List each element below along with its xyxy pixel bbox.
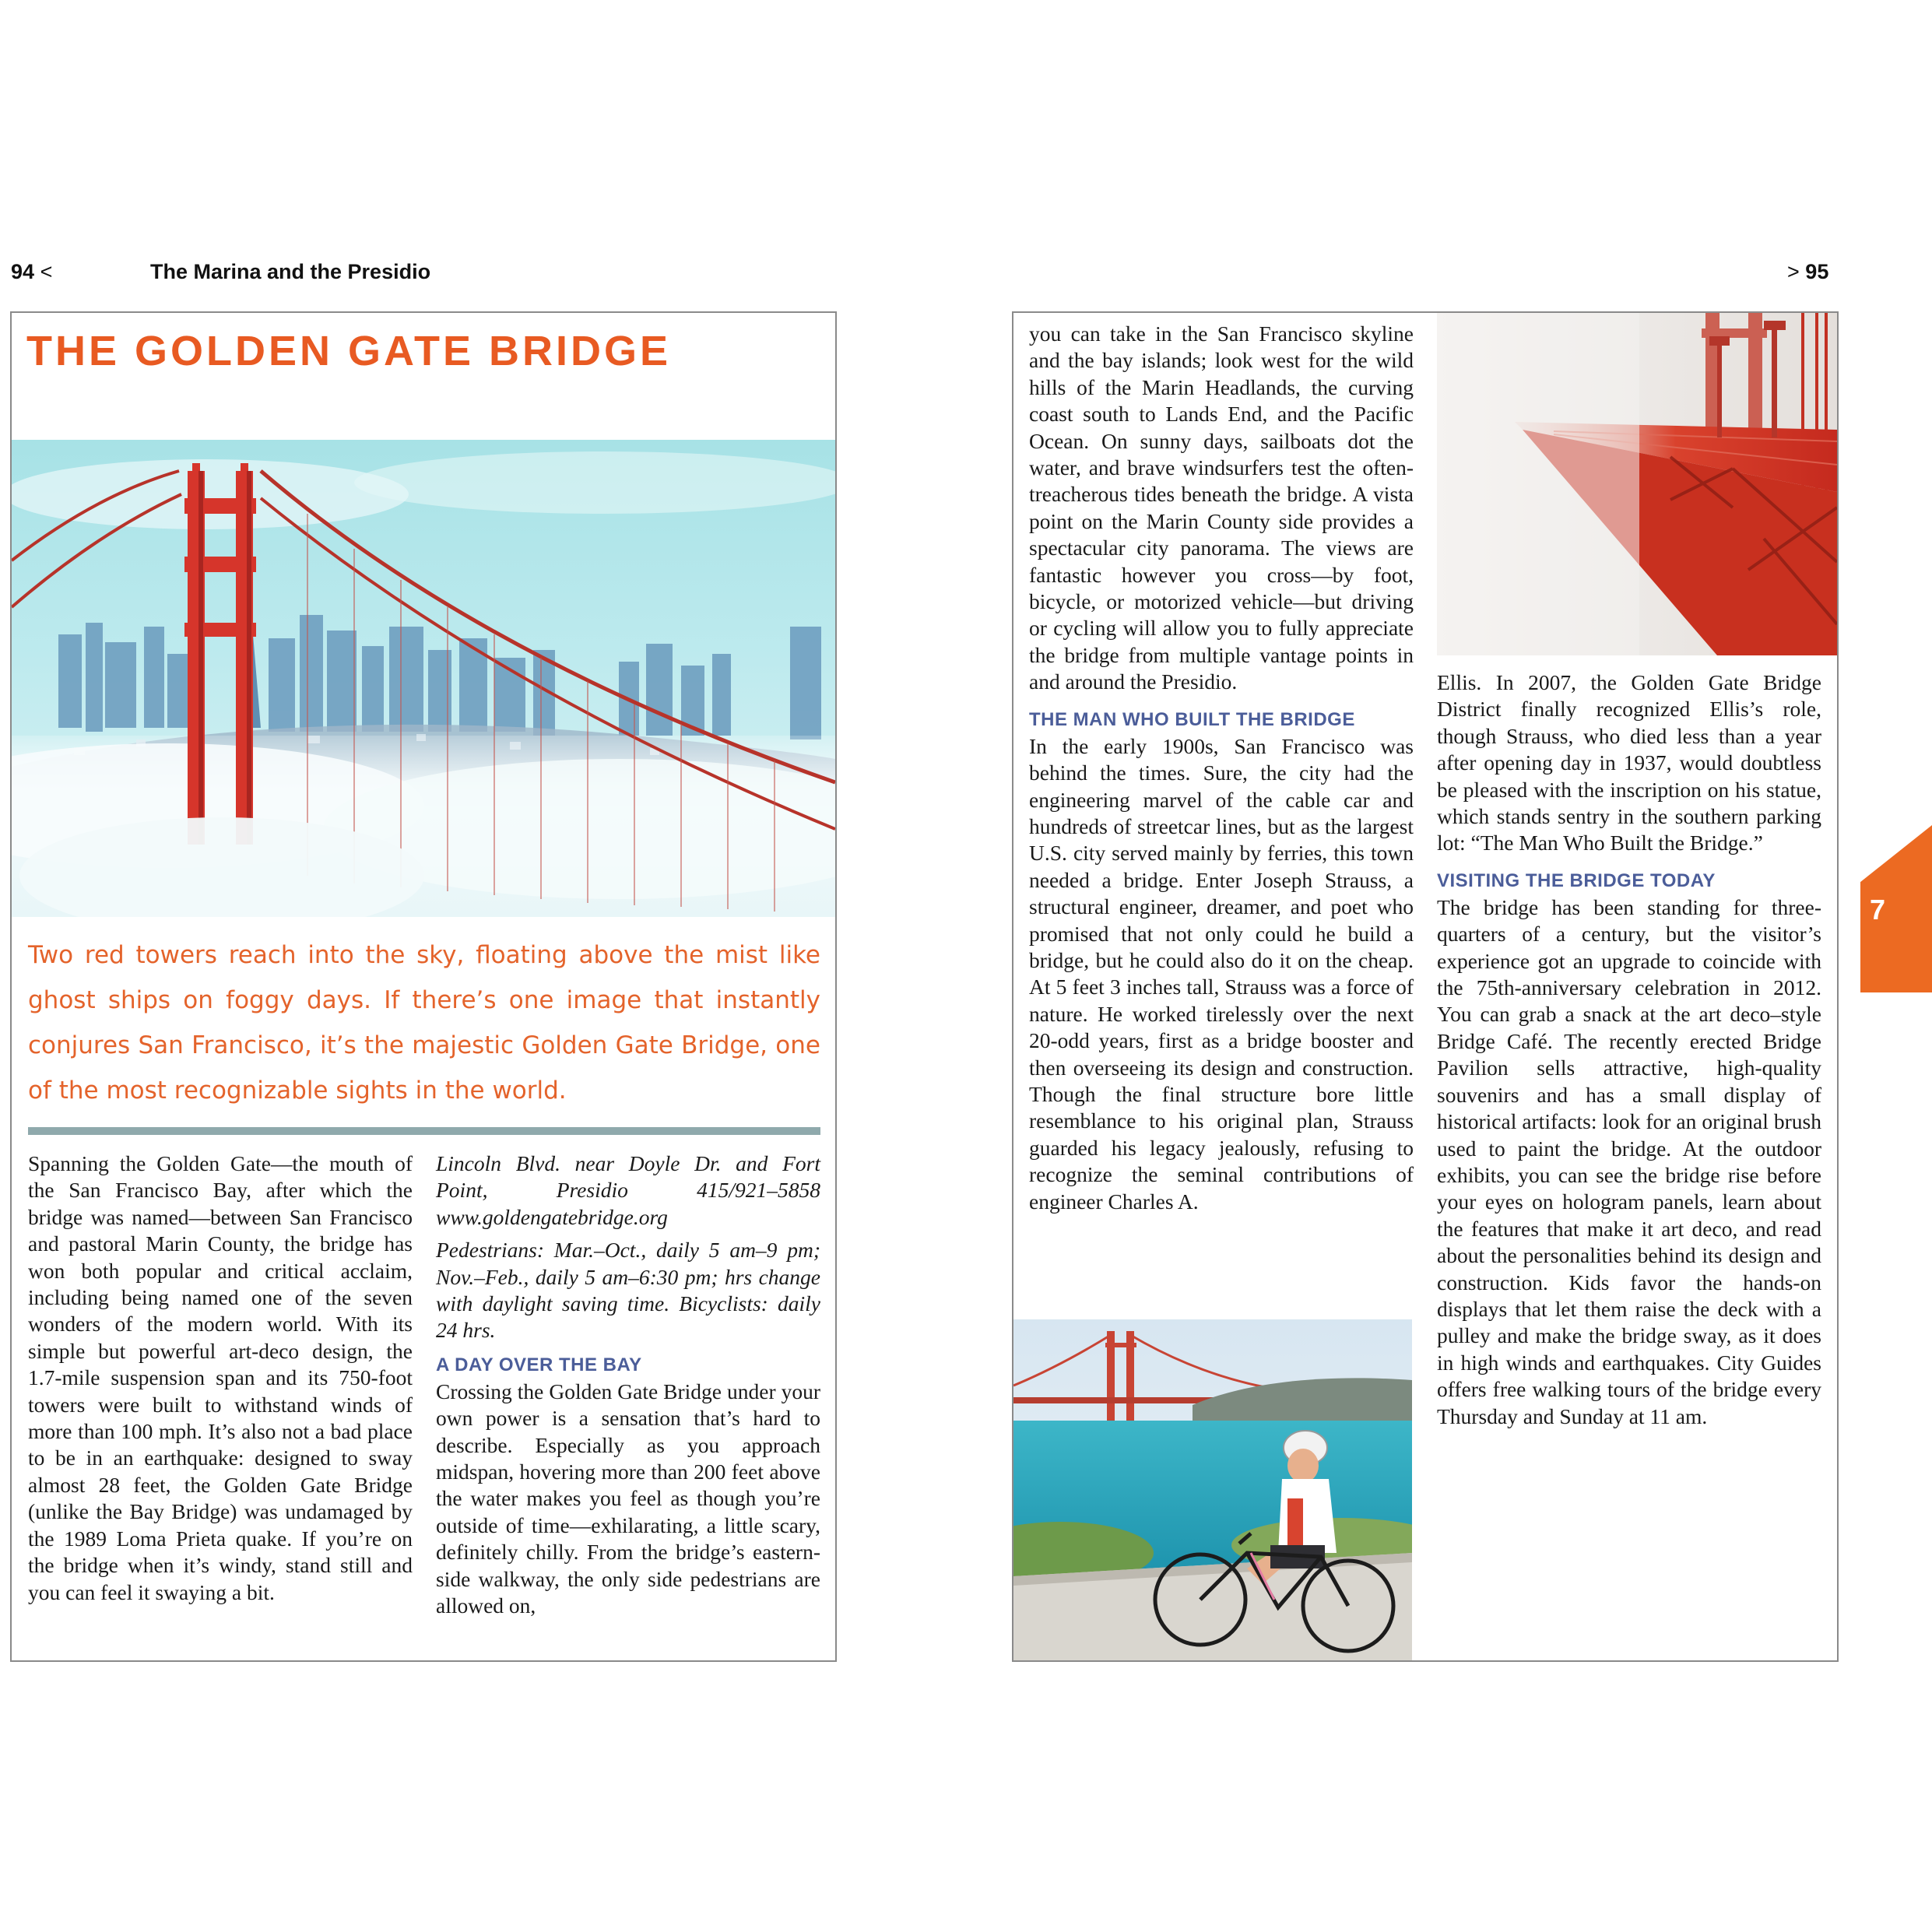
subhead-visiting-today: VISITING THE BRIDGE TODAY [1437,869,1716,891]
golden-gate-description: Spanning the Golden Gate—the mouth of the San Francisco Bay, after which the bridge was named—between San Francisco and pastoral Marin County, the bridge has won both popular and critical acclaim, including being named one of the seven wonders of the modern world. With its simple but powerful art-deco design, the 1.7-mile suspension span and its 750-foot towers were built to withstand winds of more than 100 mph. It’s also not a bad place to be in an earthquake: designed to sway almost 28 feet, the Golden Gate Bridge (unlike the Bay Bridge) was undamaged by the 1989 Loma Prieta quake. If you’re on the bridge when it’s windy, stand still and you can feel it swaying a bit. [28,1151,413,1604]
chapter-tab-number: 7 [1870,894,1886,926]
right-page-number-value: 95 [1805,260,1829,283]
intro-divider [28,1127,820,1135]
left-body-column [28,1150,413,1606]
right-page-number [1787,260,1828,284]
hero-photo-illustration [12,440,835,917]
cyclist-illustration [1013,1319,1412,1660]
photo-bridge-deck-fog [1437,313,1837,655]
right-arrow: > [1787,260,1800,283]
hours-info: Pedestrians: Mar.–Oct., daily 5 am–9 pm; Nov.–Feb., daily 5 am–6:30 pm; hrs change with daylight saving time. Bicyclists: daily 24 hrs. [436,1238,820,1343]
left-arrow: < [40,260,53,283]
subhead-day-over-bay: A DAY OVER THE BAY [436,1354,642,1375]
photo-cyclist-vista-point [1013,1319,1412,1660]
right-first-column [1029,321,1414,1215]
hero-photo-golden-gate-fog [12,440,835,917]
bay-views-text: you can take in the San Francisco skyline and the bay islands; look west for the wild hills of the Marin Headlands, the curving coast south to Lands End, and the Pacific Ocean. On sunny days, sailboats dot the water, and brave windsurfers test the often-treacherous tides beneath the bridge. A vista point on the Marin County side provides a spectacular city panorama. The views are fantastic however you cross—by foot, bicycle, or motorized vehicle—but driving or cycling will allow you to fully appreciate the bridge from multiple vantage points in and around the Presidio. [1029,321,1414,694]
feature-intro: Two red towers reach into the sky, floating above the mist like ghost ships on foggy days. If there’s one image that instantly conjures San Francisco, it’s the majestic Golden Gate Bridge, one of the most recognizable sights in the world. [28,941,820,1105]
bridge-deck-illustration [1437,313,1837,655]
visiting-today-text: The bridge has been standing for three-quarters of a century, but the visitor’s experience got an upgrade to coincide with the 75th-anniversary celebration in 2012. You can grab a snack at the art deco–style Bridge Café. The recently erected Bridge Pavilion sells attractive, high-quality souvenirs and has a small display of historical artifacts: look for an original brush used to paint the bridge. At the outdoor exhibits, you can see the bridge rise before your eyes on hologram panels, learn about the features that make it art deco, and read about the personalities behind its design and construction. Kids favor the hands-on displays that let them raise the deck with a pulley and make the bridge sway, as it does in high winds and earthquakes. City Guides offers free walking tours of the bridge every Thursday and Sunday at 11 am. [1437,894,1821,1428]
feature-title: THE GOLDEN GATE BRIDGE [26,328,672,374]
subhead-man-who-built: THE MAN WHO BUILT THE BRIDGE [1029,708,1355,730]
left-page-number [11,260,52,284]
day-over-bay-text: Crossing the Golden Gate Bridge under your own power is a sensation that’s hard to describe. Especially as you approach midspan, hovering more than 200 feet above the water makes you feel as though you’re outside of time—exhilarating, a little scary, definitely chilly. From the bridge’s eastern-side walkway, the only side pedestrians are allowed on, [436,1379,820,1618]
section-title: The Marina and the Presidio [150,260,431,283]
man-who-built-continued: Ellis. In 2007, the Golden Gate Bridge District finally recognized Ellis’s role, though Strauss, who died less than a year after opening day in 1937, would doubtless be pleased with the inscription on his statue, which stands sentry in the southern parking lot: “The Man Who Built the Bridge.” [1437,670,1821,855]
left-page-number-value: 94 [11,260,35,283]
right-second-column [1437,669,1821,1430]
address-info: Lincoln Blvd. near Doyle Dr. and Fort Point, Presidio 415/921–5858 www.goldengatebridge.org [436,1151,820,1229]
left-second-column [436,1150,820,1620]
man-who-built-text: In the early 1900s, San Francisco was behind the times. Sure, the city had the engineering marvel of the cable car and hundreds of streetcar lines, but as the largest U.S. city served mainly by ferries, this town needed a bridge. Enter Joseph Strauss, a structural engineer, dreamer, and poet who promised that not only could he build a bridge, but he could also do it on the cheap. At 5 feet 3 inches tall, Strauss was a force of nature. He worked tirelessly over the next 20-odd years, first as a bridge booster and then overseeing its design and construction. Though the final structure bore little resemblance to his original plan, Strauss guarded his legacy jealously, refusing to recognize the seminal contributions of engineer Charles A. [1029,733,1414,1214]
